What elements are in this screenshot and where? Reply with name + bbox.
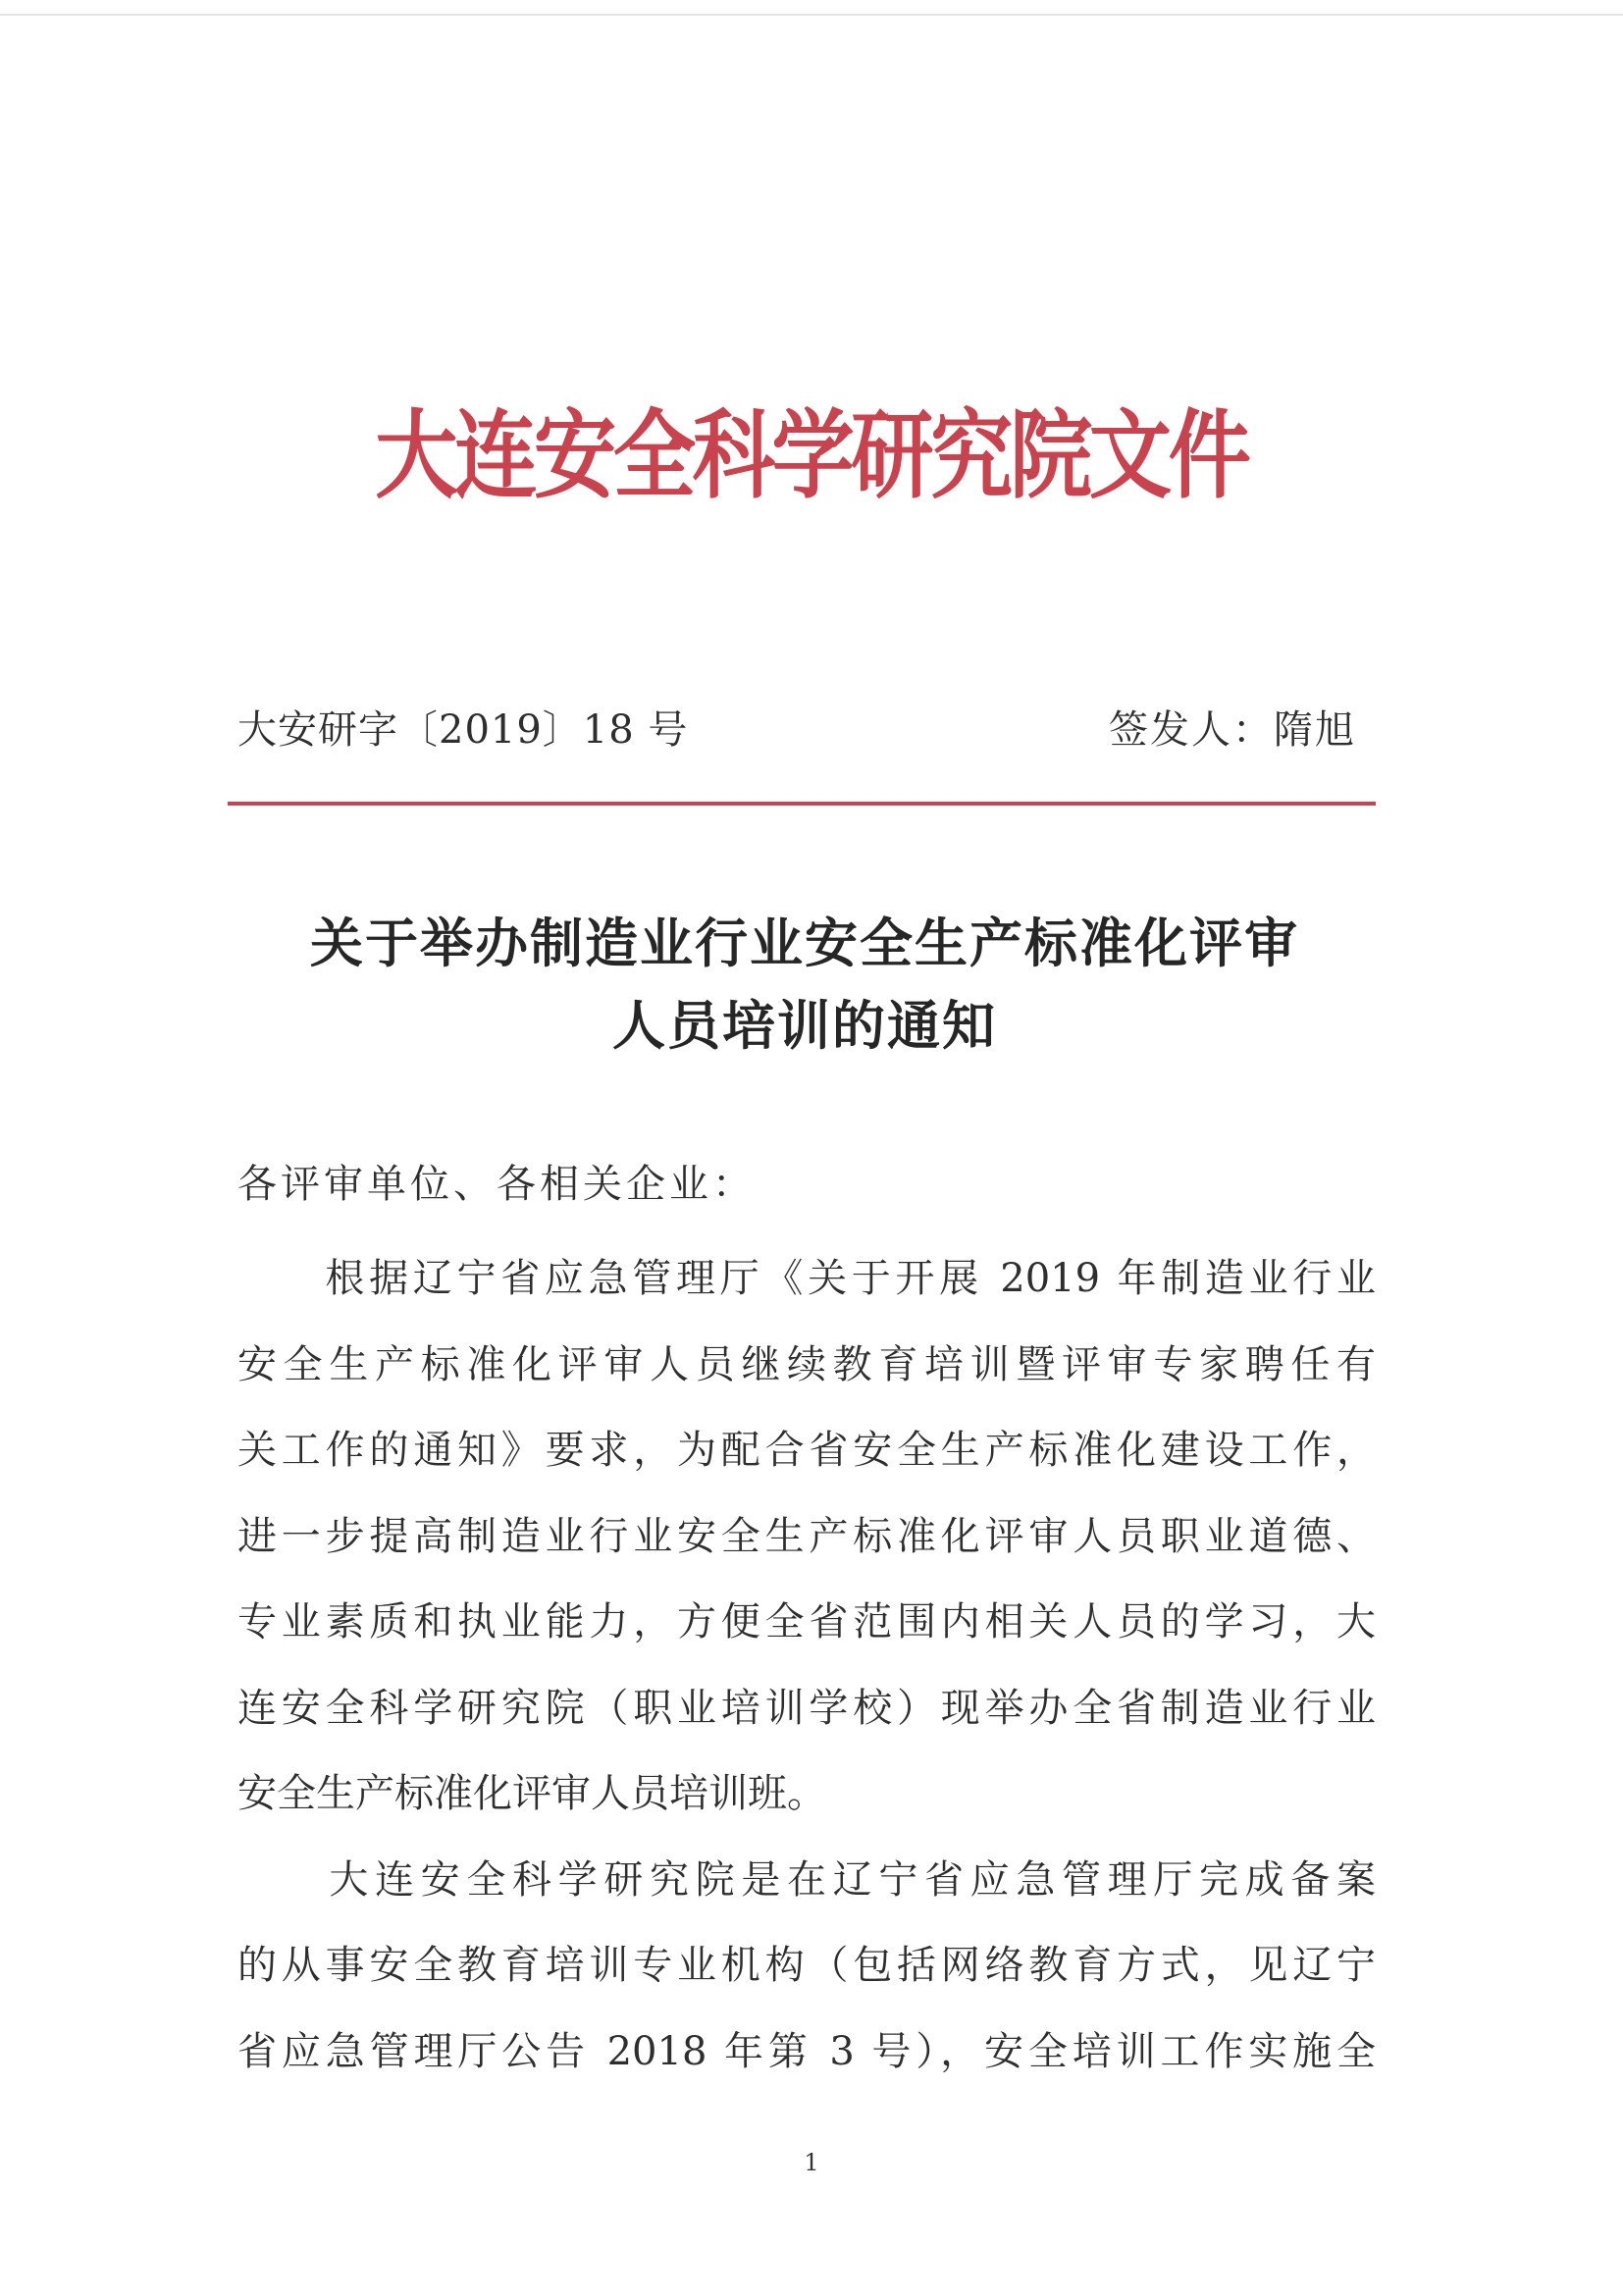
title-line-1: 关于举办制造业行业安全生产标准化评审 <box>310 913 1299 974</box>
paragraph-line: 连安全科学研究院（职业培训学校）现举办全省制造业行业 <box>237 1685 1376 1731</box>
paragraph-line: 的从事安全教育培训专业机构（包括网络教育方式，见辽宁 <box>237 1943 1376 1988</box>
paragraph-2 <box>237 1838 1376 2096</box>
paragraph-line: 专业素质和执业能力，方便全省范围内相关人员的学习，大 <box>237 1599 1376 1644</box>
document-masthead: 大连安全科学研究院文件 <box>375 400 1248 512</box>
paragraph-line: 省应急管理厅公告 2018 年第 3 号），安全培训工作实施全 <box>237 2028 1376 2074</box>
paragraph-line: 根据辽宁省应急管理厅《关于开展 2019 年制造业行业 <box>237 1256 1376 1301</box>
paragraph-line: 关工作的通知》要求，为配合省安全生产标准化建设工作， <box>237 1428 1376 1473</box>
title-line-2: 人员培训的通知 <box>612 995 997 1057</box>
document-body <box>237 1236 1376 2095</box>
paragraph-line: 大连安全科学研究院是在辽宁省应急管理厅完成备案 <box>237 1856 1376 1903</box>
paragraph-1 <box>237 1236 1376 1838</box>
red-divider-line <box>228 802 1376 806</box>
paragraph-line: 安全生产标准化评审人员培训班。 <box>237 1771 826 1816</box>
signer: 签发人：隋旭 <box>1109 707 1356 753</box>
scan-top-edge <box>0 14 1623 16</box>
document-title <box>226 903 1384 1068</box>
document-number: 大安研字〔2019〕18 号 <box>237 707 689 753</box>
page-number: 1 <box>804 2149 819 2176</box>
paragraph-line: 进一步提高制造业行业安全生产标准化评审人员职业道德、 <box>237 1513 1376 1559</box>
salutation: 各评审单位、各相关企业： <box>237 1162 756 1207</box>
paragraph-line: 安全生产标准化评审人员继续教育培训暨评审专家聘任有 <box>237 1341 1376 1387</box>
